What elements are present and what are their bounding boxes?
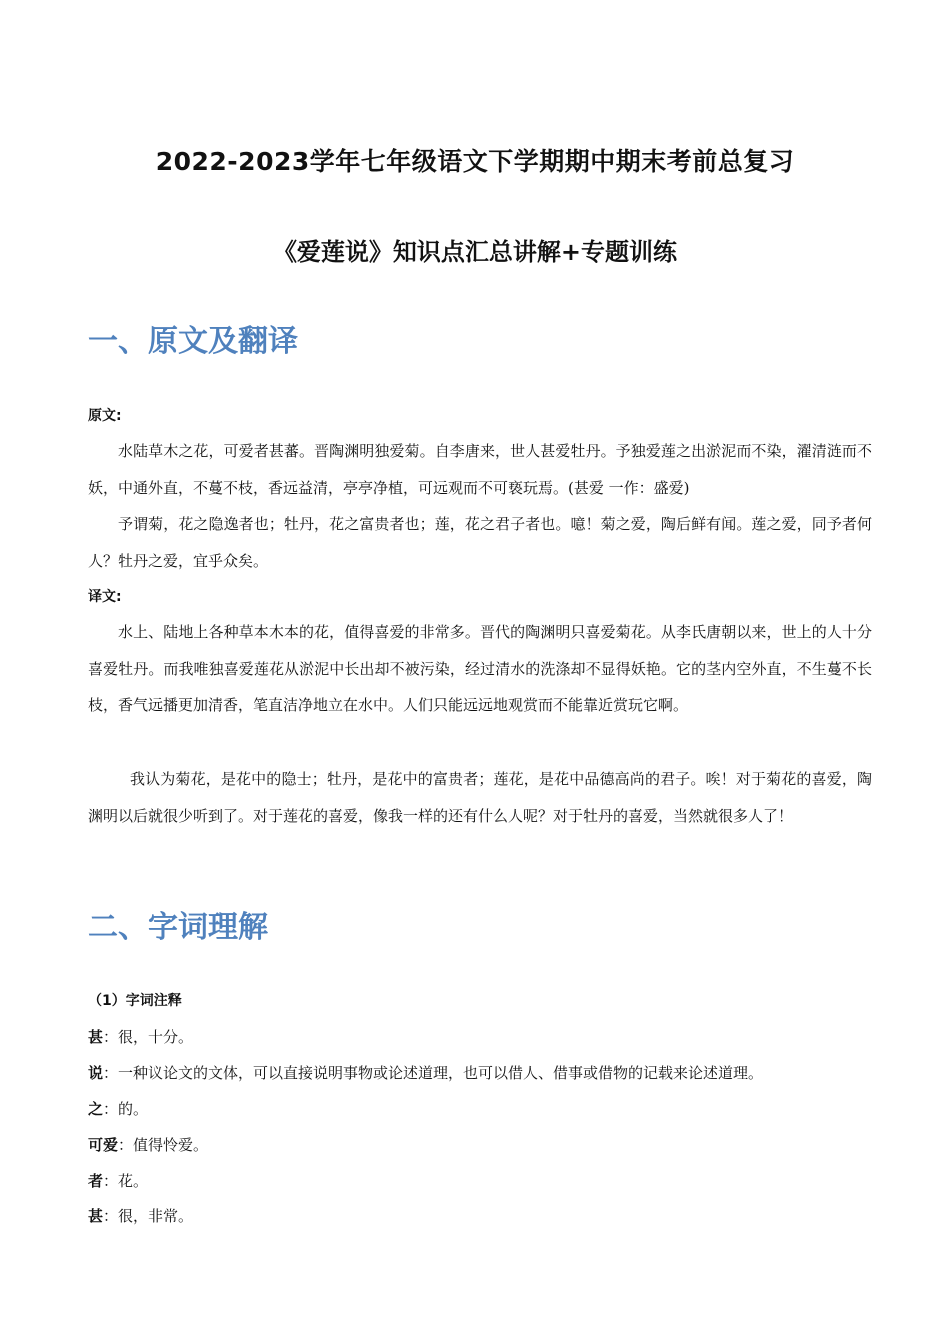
translation-paragraph: 我认为菊花，是花中的隐士；牡丹，是花中的富贵者；莲花，是花中品德高尚的君子。唉！对于菊花的喜爱，陶渊明以后就很少听到了。对于莲花的喜爱，像我一样的还有什么人呢？对于牡丹的喜爱，当然就很多人了！ [88, 770, 872, 825]
definition-meaning: 一种议论文的文体，可以直接说明事物或论述道理，也可以借人、借事或借物的记载来论述道理。 [118, 1064, 764, 1082]
original-label: 原文: [88, 408, 122, 424]
document-subtitle: 《爱莲说》知识点汇总讲解+专题训练 [272, 238, 678, 266]
definition-separator: ： [103, 1028, 119, 1046]
definition-separator: ： [103, 1064, 119, 1082]
translation-paragraph: 水上、陆地上各种草本木本的花，值得喜爱的非常多。晋代的陶渊明只喜爱菊花。从李氏唐朝以来，世上的人十分喜爱牡丹。而我唯独喜爱莲花从淤泥中长出却不被污染，经过清水的洗涤却不显得妖艳。它的茎内空外直，不生蔓不长枝，香气远播更加清香，笔直洁净地立在水中。人们只能远远地观赏而不能靠近赏玩它啊。 [88, 623, 872, 714]
vocabulary-sublabel: （1）字词注释 [88, 993, 182, 1009]
definition-term: 说 [88, 1064, 104, 1082]
definition-meaning: 值得怜爱。 [133, 1136, 209, 1154]
definition-item [88, 1098, 872, 1120]
section-heading-original: 一、原文及翻译 [88, 324, 298, 359]
definition-meaning: 的。 [118, 1100, 149, 1118]
definition-separator: ： [103, 1100, 119, 1118]
section-heading-vocabulary: 二、字词理解 [88, 910, 268, 945]
definition-term: 可爱 [88, 1136, 119, 1154]
definition-separator: ： [103, 1207, 119, 1225]
definition-term: 甚 [88, 1028, 104, 1046]
definition-separator: ： [118, 1136, 134, 1154]
original-paragraph: 水陆草木之花，可爱者甚蕃。晋陶渊明独爱菊。自李唐来，世人甚爱牡丹。予独爱莲之出淤泥而不染，濯清涟而不妖，中通外直，不蔓不枝，香远益清，亭亭净植，可远观而不可亵玩焉。(甚爱 一作：盛爱) [88, 442, 872, 497]
definition-item [88, 1170, 872, 1192]
definition-meaning: 很，十分。 [118, 1028, 194, 1046]
definition-item [88, 1062, 872, 1084]
definition-term: 者 [88, 1172, 104, 1190]
definition-term: 甚 [88, 1207, 104, 1225]
definition-separator: ： [103, 1172, 119, 1190]
definition-term: 之 [88, 1100, 104, 1118]
original-paragraph: 予谓菊，花之隐逸者也；牡丹，花之富贵者也；莲，花之君子者也。噫！菊之爱，陶后鲜有闻。莲之爱，同予者何人？牡丹之爱，宜乎众矣。 [88, 515, 872, 570]
definition-meaning: 很，非常。 [118, 1207, 194, 1225]
definition-meaning: 花。 [118, 1172, 149, 1190]
definition-item [88, 1026, 872, 1048]
definition-item [88, 1134, 872, 1156]
document-title: 2022-2023学年七年级语文下学期期中期末考前总复习 [155, 147, 795, 176]
translation-label: 译文: [88, 589, 122, 605]
definition-item [88, 1205, 872, 1227]
